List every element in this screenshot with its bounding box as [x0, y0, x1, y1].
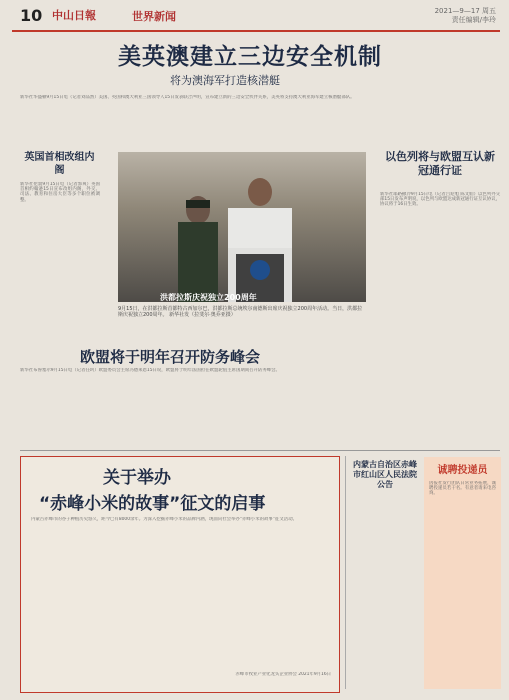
notice-title-line1: 关于举办	[103, 468, 171, 488]
photo-caption-title: 洪都拉斯庆祝独立200周年	[160, 293, 257, 302]
right-article-title: 以色列将与欧盟互认新冠通行证	[385, 150, 495, 177]
section-name: 世界新闻	[132, 10, 176, 23]
main-article-body: 新华社华盛顿9月15日电（记者刘品然）美国、英国和澳大利亚三国领导人15日发表联合声明，宣布建立新的三边安全伙伴关系，美英将支持澳大利亚海军建立核潜艇部队。	[20, 95, 355, 100]
recruitment-ad-title: 诚聘投递员	[437, 465, 488, 476]
main-subheadline: 将为澳海军打造核潜艇	[170, 74, 280, 87]
court-notice-title: 内蒙古自治区赤峰市红山区人民法院公告	[353, 460, 417, 489]
notice-body: 内蒙古赤峰市的谷子种植历史悠久，距今已有8000余年。为深入挖掘赤峰小米的品牌内涵，现面向社会举办“赤峰小米的故事”征文活动。	[31, 517, 297, 522]
photo-scene	[118, 152, 366, 302]
court-notice	[345, 456, 421, 689]
photo-caption: 9月15日，在洪都拉斯首都特古西加尔巴，洪都拉斯总统埃尔南德斯出席庆祝独立200周年活动。当日，洪都拉斯庆祝独立200周年。 新华社发（拉斐尔·奥乔亚摄）	[118, 306, 363, 318]
header-date: 2021—9—17 周五	[434, 7, 496, 15]
recruitment-ad-body: 因报社发行团队日常业务拓展，诚聘投递员若干名。有意者请来电咨询。	[429, 481, 496, 497]
right-article-body: 新华社耶路撒冷9月15日电（记者吕迎旭 陈文仙）以色列外交部15日发布声明说，以色列与欧盟达成新冠通行证互认协议，协议将于16日生效。	[380, 192, 500, 208]
eu-article-title: 欧盟将于明年召开防务峰会	[80, 348, 261, 366]
recruitment-ad	[424, 457, 501, 689]
notice-title-line2: “赤峰小米的故事”征文的启事	[39, 494, 266, 514]
notice-box	[20, 456, 340, 693]
header-editor: 责任编辑/李玲	[451, 16, 496, 24]
eu-article-body: 新华社布鲁塞尔9月15日电（记者任珂）欧盟委员会主席冯德莱恩15日说，欧盟将于明年法国担任欧盟轮值主席国期间召开防务峰会。	[20, 368, 280, 373]
notice-footer: 赤峰市牧业产业化龙头企业协会 2021年9月16日	[235, 672, 331, 677]
page-header	[12, 4, 500, 32]
newspaper-brand: 中山日報	[52, 9, 96, 22]
left-article-title: 英国首相改组内阁	[24, 152, 95, 176]
news-photo	[118, 152, 366, 302]
header-meta	[435, 7, 496, 25]
section-divider	[20, 450, 500, 451]
left-article-body: 新华社伦敦9月15日电（记者郭爽）英国首相约翰逊15日宣布改组内阁，外交、司法、教育和住房大臣等多个职位被调整。	[20, 182, 100, 203]
page-number: 10	[20, 6, 43, 25]
main-headline: 美英澳建立三边安全机制	[118, 44, 382, 70]
